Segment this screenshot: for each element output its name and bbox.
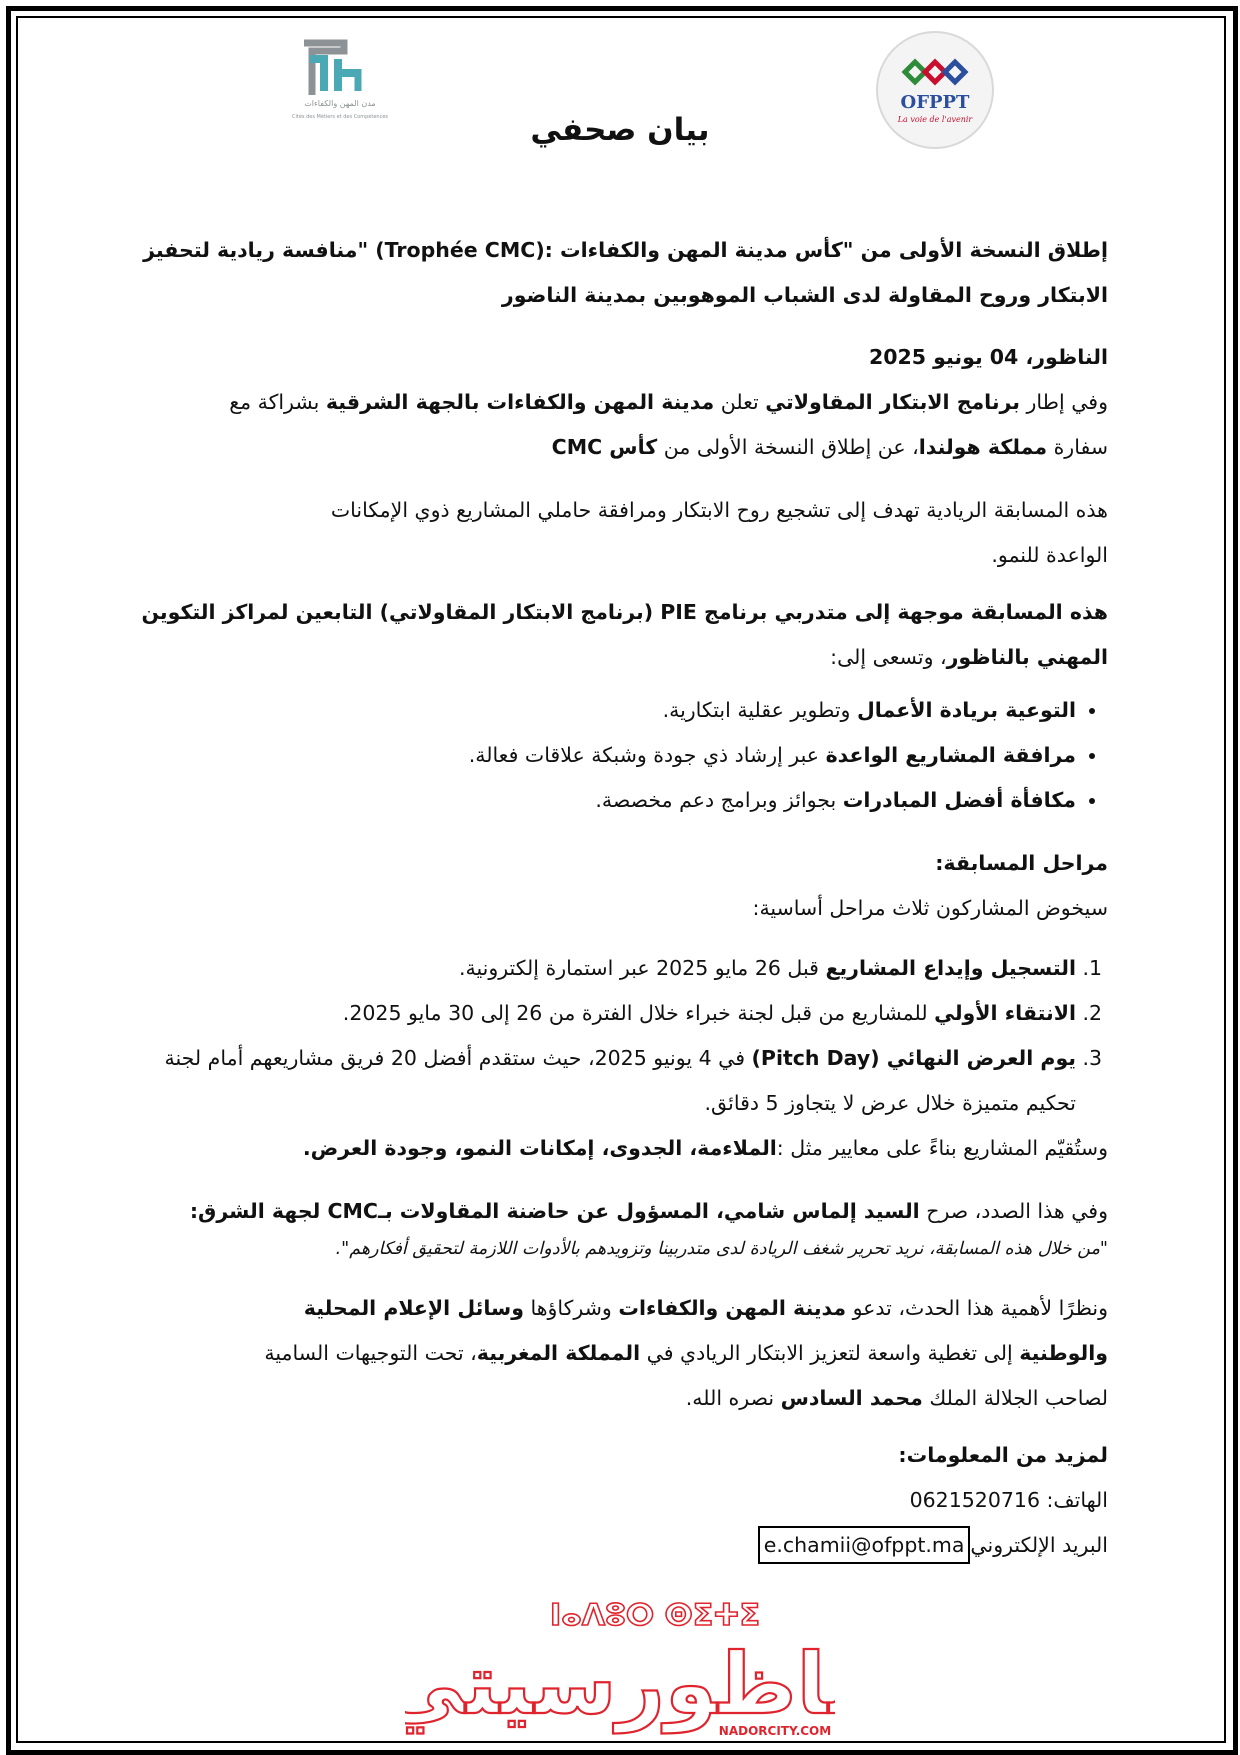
list-item — [140, 733, 1076, 778]
ofppt-logo-text: OFPPT — [900, 92, 970, 113]
goals-list — [140, 688, 1108, 823]
text: في 4 يونيو 2025، حيث ستقدم أفضل 20 فريق مشاريعهم أمام لجنة تحكيم متميزة خلال عرض لا يتجاوز 5 دقائق. — [164, 1046, 1076, 1115]
stages-list — [140, 946, 1108, 1126]
text-bold: يوم العرض النهائي (Pitch Day) — [751, 1046, 1076, 1070]
text: هذه المسابقة الريادية تهدف إلى تشجيع روح الابتكار ومرافقة حاملي المشاريع ذوي الإمكانات — [330, 498, 1108, 522]
text: وستُقيّم المشاريع بناءً على معايير مثل : — [776, 1136, 1108, 1160]
text-bold: والوطنية — [1019, 1341, 1108, 1365]
text-bold: مكافأة أفضل المبادرات — [842, 788, 1076, 812]
intro-headline — [140, 228, 1108, 318]
ofppt-logo-tagline: La voie de l'avenir — [897, 115, 973, 124]
paragraph-target — [140, 590, 1108, 680]
text-bold: مملكة هولندا — [918, 435, 1048, 459]
text: لصاحب الجلالة الملك — [922, 1386, 1108, 1410]
text: الواعدة للنمو. — [991, 543, 1108, 567]
email-link[interactable]: e.chamii@ofppt.ma — [758, 1526, 971, 1564]
watermark-site: NADORCITY.COM — [718, 1724, 832, 1738]
text: بجوائز وبرامج دعم مخصصة. — [595, 788, 843, 812]
cmc-logo-ar-text: مدن المهن والكفاءات — [304, 99, 376, 108]
list-item — [140, 991, 1076, 1036]
dateline: الناظور، 04 يونيو 2025 — [868, 345, 1108, 369]
contact-heading: لمزيد من المعلومات: — [898, 1443, 1108, 1467]
list-item — [140, 946, 1076, 991]
text: بشراكة مع — [229, 390, 326, 414]
text-bold: الانتقاء الأولي — [934, 1001, 1076, 1025]
text-bold: مدينة المهن والكفاءات بالجهة الشرقية — [325, 390, 715, 414]
email-label: البريد الإلكتروني — [970, 1533, 1108, 1557]
text: وفي إطار — [1020, 390, 1108, 414]
text: ، عن إطلاق النسخة الأولى من — [657, 435, 919, 459]
text: وشركاؤها — [523, 1296, 619, 1320]
statement-quote: "من خلال هذه المسابقة، نريد تحرير شغف الريادة لدى متدربينا وتزويدهم بالأدوات اللازمة لتحقيق أفكارهم". — [335, 1239, 1108, 1259]
text-bold: هذه المسابقة موجهة إلى متدربي برنامج PIE (برنامج الابتكار المقاولاتي) التابعين لمراكز التكوين — [141, 600, 1108, 624]
text: تعلن — [714, 390, 766, 414]
text-bold: التوعية بريادة الأعمال — [856, 698, 1076, 722]
text-bold: التسجيل وإيداع المشاريع — [825, 956, 1076, 980]
intro-line-1: إطلاق النسخة الأولى من "كأس مدينة المهن والكفاءات :(Trophée CMC) "منافسة ريادية لتحفيز — [143, 238, 1108, 262]
text: سفارة — [1047, 435, 1108, 459]
text: قبل 26 مايو 2025 عبر استمارة إلكترونية. — [458, 956, 826, 980]
list-item — [140, 1036, 1076, 1126]
text: ، وتسعى إلى: — [830, 645, 947, 669]
text-bold: كأس CMC — [551, 435, 658, 459]
text: وفي هذا الصدد، صرح — [919, 1199, 1108, 1223]
text-bold: مدينة المهن والكفاءات — [618, 1296, 847, 1320]
text-bold: الملاءمة، الجدوى، إمكانات النمو، وجودة العرض. — [302, 1136, 777, 1160]
list-item — [140, 688, 1076, 733]
text-bold: وسائل الإعلام المحلية — [303, 1296, 524, 1320]
text: ، تحت التوجيهات السامية — [264, 1341, 477, 1365]
phone-label: الهاتف: — [1040, 1488, 1108, 1512]
text: عبر إرشاد ذي جودة وشبكة علاقات فعالة. — [468, 743, 826, 767]
text-bold: المملكة المغربية — [476, 1341, 641, 1365]
text-bold: المهني بالناظور — [946, 645, 1108, 669]
text: نصره الله. — [685, 1386, 781, 1410]
watermark-tifinagh: ⵏⴰⴷⵓⵔ ⵙⵉⵜⵉ — [549, 1598, 761, 1633]
text: إلى تغطية واسعة لتعزيز الابتكار الريادي في — [640, 1341, 1020, 1365]
paragraph-aim — [140, 488, 1108, 578]
press-release-body — [140, 228, 1108, 1568]
text: للمشاريع من قبل لجنة خبراء خلال الفترة من 26 إلى 30 مايو 2025. — [342, 1001, 935, 1025]
text-bold: مرافقة المشاريع الواعدة — [825, 743, 1076, 767]
stages-intro: سيخوض المشاركون ثلاث مراحل أساسية: — [752, 896, 1108, 920]
statement-line — [140, 1189, 1108, 1234]
page-title: بيان صحفي — [530, 112, 710, 148]
criteria-line — [140, 1126, 1108, 1171]
nadorcity-watermark — [405, 1585, 835, 1745]
text: وتطوير عقلية ابتكارية. — [662, 698, 857, 722]
list-item — [140, 778, 1076, 823]
phone-number[interactable]: 0621520716 — [909, 1488, 1040, 1512]
text-bold: السيد إلماس شامي، المسؤول عن حاضنة المقاولات بـCMC لجهة الشرق: — [189, 1199, 920, 1223]
text-bold: برنامج الابتكار المقاولاتي — [765, 390, 1021, 414]
intro-line-2: الابتكار وروح المقاولة لدى الشباب الموهوبين بمدينة الناضور — [501, 283, 1108, 307]
contact-phone — [140, 1478, 1108, 1523]
cmc-logo-fr-text: Cités des Métiers et des Compétences — [292, 114, 388, 120]
paragraph-closing — [140, 1286, 1108, 1421]
contact-email — [140, 1523, 1108, 1568]
stages-heading: مراحل المسابقة: — [935, 851, 1108, 875]
text-bold: محمد السادس — [780, 1386, 923, 1410]
watermark-main: اظورسيتي — [405, 1635, 829, 1733]
text: ونظرًا لأهمية هذا الحدث، تدعو — [846, 1296, 1108, 1320]
paragraph-program — [140, 380, 1108, 470]
